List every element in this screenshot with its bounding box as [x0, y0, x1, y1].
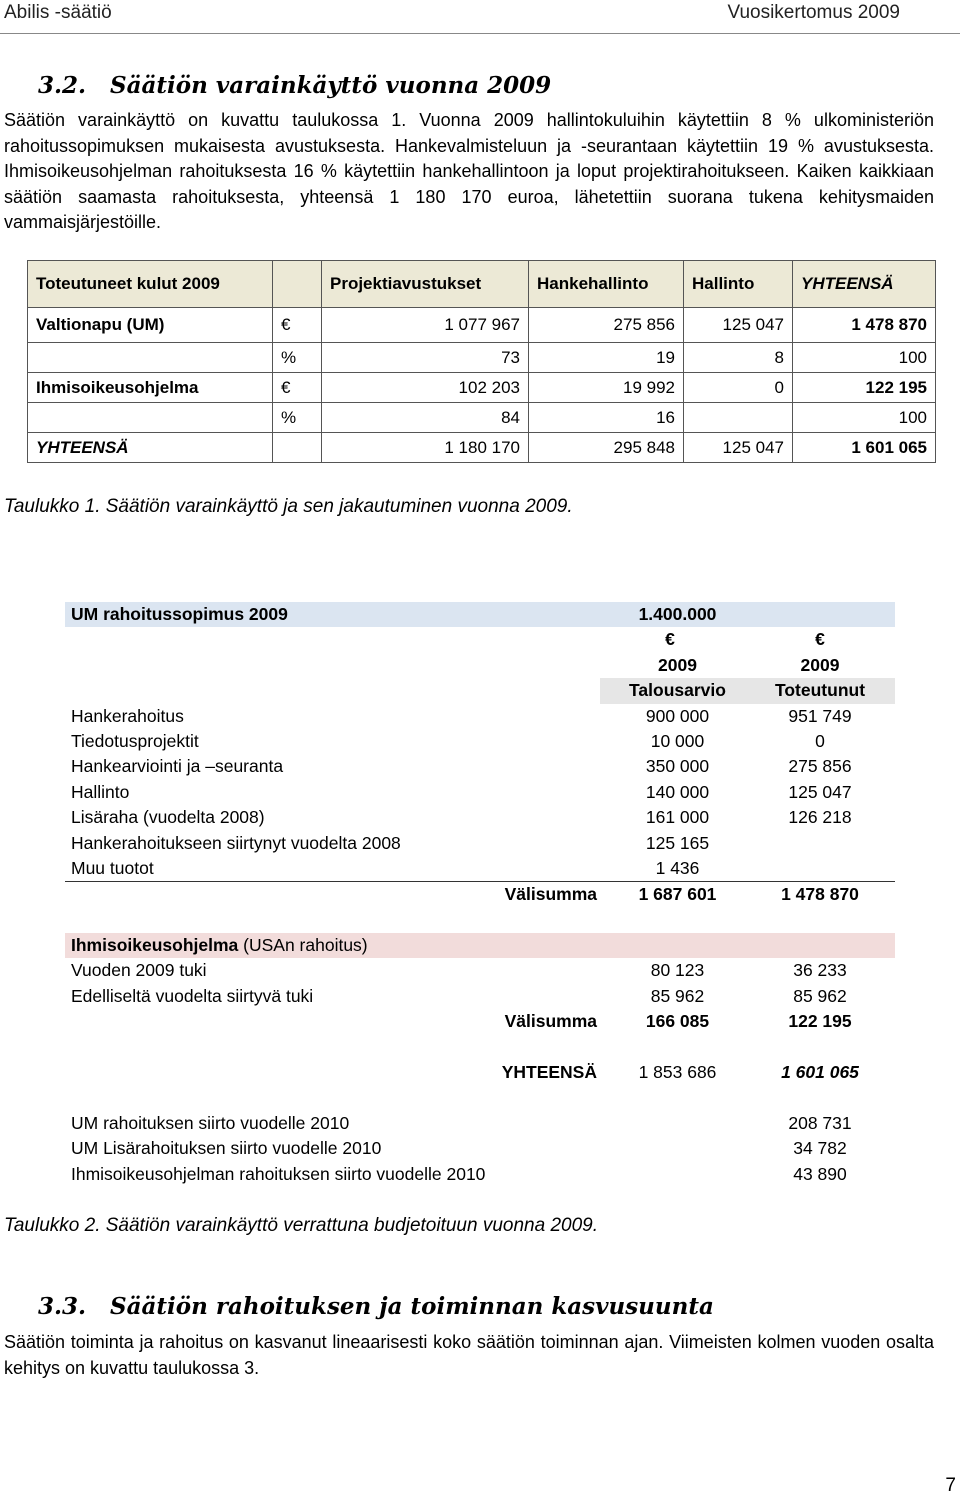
table-header-cell: Toteutuneet kulut 2009 [28, 261, 273, 308]
currency-row [65, 627, 895, 652]
cell-value: 84 [322, 403, 529, 433]
table-header-row [28, 261, 936, 308]
actual-value: 275 856 [788, 756, 852, 777]
cell-value: 1 077 967 [322, 308, 529, 343]
header-left: Abilis -säätiö [4, 2, 112, 23]
cell-value: 125 047 [684, 433, 793, 463]
actual-value: 951 749 [788, 705, 852, 726]
section-number: 3.2. [38, 72, 87, 99]
io-title-rest: (USAn rahoitus) [238, 935, 368, 956]
budget-value: 80 123 [650, 960, 705, 981]
section-title: Säätiön varainkäyttö vuonna 2009 [110, 72, 552, 99]
table-row [65, 958, 895, 983]
spacer [65, 908, 895, 933]
transfer-row [65, 1162, 895, 1187]
um-title-value: 1.400.000 [638, 604, 717, 624]
subtotal-actual: 122 195 [788, 1011, 852, 1032]
spacer [65, 1035, 895, 1060]
row-label: Ihmisoikeusohjelman rahoituksen siirto vuodelle 2010 [71, 1163, 486, 1184]
budget-value: 161 000 [645, 807, 710, 828]
table-header-cell: Projektiavustukset [322, 261, 529, 308]
row-label: Hankearviointi ja –seuranta [71, 756, 284, 777]
row-label: Tiedotusprojektit [71, 730, 199, 751]
header-divider [0, 33, 960, 34]
table-row [28, 373, 936, 403]
expense-table [27, 260, 936, 463]
table-row [65, 704, 895, 729]
budget-value: 140 000 [645, 781, 710, 802]
year-label: 2009 [658, 654, 697, 675]
row-unit [273, 433, 322, 463]
transfer-value: 208 731 [788, 1112, 852, 1133]
subtotal-actual: 1 478 870 [781, 884, 859, 905]
section-number: 3.3. [38, 1293, 87, 1320]
table-row [65, 729, 895, 754]
page-number: 7 [945, 1475, 956, 1496]
transfer-value: 43 890 [793, 1163, 847, 1184]
row-label: UM rahoituksen siirto vuodelle 2010 [71, 1112, 350, 1133]
col-budget-header: Talousarvio [629, 680, 726, 701]
budget-value: 1 436 [655, 857, 700, 878]
cell-value: 125 047 [684, 308, 793, 343]
um-title: UM rahoitussopimus 2009 [71, 604, 288, 624]
table-row [28, 343, 936, 373]
transfer-row [65, 1111, 895, 1136]
row-label: Hankerahoitus [71, 705, 184, 726]
column-header-row [65, 678, 895, 703]
row-label: YHTEENSÄ [28, 433, 273, 463]
row-unit: % [273, 403, 322, 433]
cell-value: 16 [529, 403, 684, 433]
cell-value: 19 [529, 343, 684, 373]
row-label [28, 343, 273, 373]
table-header-cell: Hankehallinto [529, 261, 684, 308]
um-title-row [65, 602, 895, 627]
cell-value: 295 848 [529, 433, 684, 463]
section-heading [38, 72, 551, 99]
row-label: Edelliseltä vuodelta siirtyvä tuki [71, 985, 314, 1006]
table-row [28, 403, 936, 433]
table1-caption: Taulukko 1. Säätiön varainkäyttö ja sen jakautuminen vuonna 2009. [4, 496, 573, 517]
table-row [65, 780, 895, 805]
total-actual: 1 601 065 [781, 1062, 859, 1083]
budget-value: 350 000 [645, 756, 710, 777]
section-heading [38, 1293, 714, 1320]
um-subtotal-row [65, 882, 895, 907]
table-row [28, 433, 936, 463]
table-row [65, 831, 895, 856]
row-unit: € [273, 308, 322, 343]
transfer-row [65, 1136, 895, 1161]
transfer-value: 34 782 [793, 1138, 847, 1159]
table-header-cell: YHTEENSÄ [793, 261, 936, 308]
io-title-bold: Ihmisoikeusohjelma [71, 935, 239, 956]
table-row [28, 308, 936, 343]
io-title-row [65, 933, 895, 958]
row-label: Valtionapu (UM) [28, 308, 273, 343]
cell-value [684, 403, 793, 433]
col-actual-header: Toteutunut [774, 680, 866, 701]
cell-total: 1 478 870 [793, 308, 936, 343]
cell-total: 100 [793, 343, 936, 373]
cell-total: 122 195 [793, 373, 936, 403]
cell-value: 73 [322, 343, 529, 373]
actual-value: 125 047 [788, 781, 852, 802]
row-label: Ihmisoikeusohjelma [28, 373, 273, 403]
row-label: Vuoden 2009 tuki [71, 960, 207, 981]
table-header-cell: Hallinto [684, 261, 793, 308]
row-label: Hankerahoitukseen siirtynyt vuodelta 2008 [71, 832, 401, 853]
cell-value: 19 992 [529, 373, 684, 403]
table2-caption: Taulukko 2. Säätiön varainkäyttö verrattuna budjetoituun vuonna 2009. [4, 1215, 598, 1236]
currency-symbol: € [815, 629, 825, 650]
cell-value: 275 856 [529, 308, 684, 343]
row-unit: % [273, 343, 322, 373]
grand-total-row [65, 1060, 895, 1085]
row-label: Hallinto [71, 781, 130, 802]
cell-total: 100 [793, 403, 936, 433]
actual-value: 85 962 [793, 985, 847, 1006]
subtotal-budget: 1 687 601 [638, 884, 717, 905]
section-paragraph: Säätiön varainkäyttö on kuvattu taulukossa 1. Vuonna 2009 hallintokuluihin käytettiin 8 % ulkoministeriön rahoitussopimuksen mukaisesta avustuksesta. Hankevalmisteluun ja -seurantaan käytettiin 19 % avustuksesta. Ihmisoikeusohjelman rahoituksesta 16 % käytettiin hankehallintoon ja loput projektirahoitukseen. Kaiken kaikkiaan säätiön saamasta rahoituksesta, yhteensä 1 180 170 euroa, lähetettiin suorana tukena kehitysmaiden vammaisjärjestöille. [4, 110, 934, 232]
cell-value: 8 [684, 343, 793, 373]
io-title [71, 933, 368, 958]
currency-symbol: € [665, 629, 675, 650]
budget-value: 125 165 [645, 832, 710, 853]
budget-value: 10 000 [650, 730, 705, 751]
subtotal-label: Välisumma [504, 1011, 597, 1032]
year-row [65, 653, 895, 678]
actual-value: 0 [815, 730, 825, 751]
actual-value: 126 218 [788, 807, 852, 828]
budget-value: 85 962 [650, 985, 705, 1006]
table-row [65, 856, 895, 882]
total-label: YHTEENSÄ [501, 1062, 597, 1083]
cell-value: 0 [684, 373, 793, 403]
row-label: UM Lisärahoituksen siirto vuodelle 2010 [71, 1138, 382, 1159]
total-budget: 1 853 686 [638, 1062, 717, 1083]
cell-value: 102 203 [322, 373, 529, 403]
section-title: Säätiön rahoituksen ja toiminnan kasvusuunta [110, 1293, 714, 1320]
budget-comparison-table [65, 602, 895, 1187]
header-right: Vuosikertomus 2009 [727, 2, 900, 23]
table-row [65, 754, 895, 779]
section-paragraph: Säätiön toiminta ja rahoitus on kasvanut lineaarisesti koko säätiön toiminnan ajan. Viimeisten kolmen vuoden osalta kehitys on kuvattu taulukossa 3. [4, 1332, 934, 1378]
budget-value: 900 000 [645, 705, 710, 726]
subtotal-label: Välisumma [504, 884, 597, 905]
actual-value: 36 233 [793, 960, 847, 981]
year-label: 2009 [800, 654, 840, 675]
row-unit: € [273, 373, 322, 403]
table-row [65, 984, 895, 1009]
cell-value: 1 180 170 [322, 433, 529, 463]
row-label [28, 403, 273, 433]
table-row [65, 805, 895, 830]
io-subtotal-row [65, 1009, 895, 1034]
row-label: Lisäraha (vuodelta 2008) [71, 807, 265, 828]
subtotal-budget: 166 085 [645, 1011, 710, 1032]
cell-total: 1 601 065 [793, 433, 936, 463]
spacer [65, 1085, 895, 1110]
table-header-cell [273, 261, 322, 308]
row-label: Muu tuotot [71, 857, 154, 878]
